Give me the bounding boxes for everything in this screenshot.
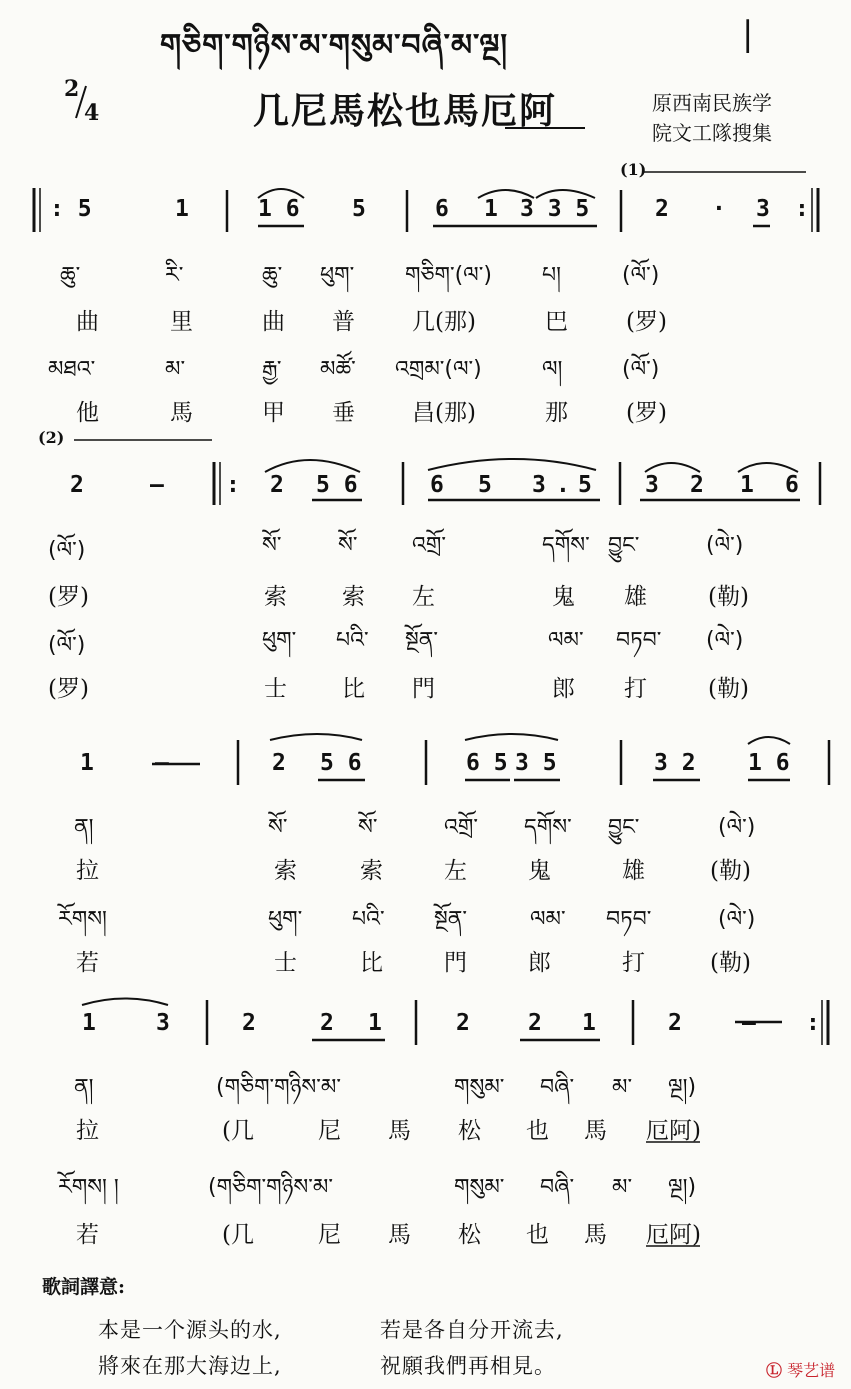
lyric: (勒): [708, 584, 749, 610]
lyric: 雄: [622, 858, 645, 884]
lyric: 馬: [584, 1222, 607, 1248]
lyric: ན།: [74, 1075, 94, 1100]
lyric: སོ་: [262, 533, 282, 558]
lyric: 也: [526, 1118, 549, 1144]
note: 1: [582, 1010, 596, 1036]
lyric: ཕུག་: [320, 263, 355, 288]
lyric: ལྔ།): [668, 1075, 697, 1100]
note: 2: [528, 1010, 542, 1036]
lyric: རྒྱ་: [262, 357, 282, 382]
note: 3: [532, 472, 546, 498]
source-line-2: 院文工隊搜集: [652, 121, 772, 145]
note: 1: [175, 196, 189, 222]
lyric: 厄阿): [646, 1222, 701, 1248]
note: 2: [242, 1010, 256, 1036]
lyric: (罗): [48, 584, 89, 610]
lyric: མཚོ་: [320, 357, 356, 382]
lyric: པའི་: [352, 907, 385, 932]
lyric: གཅིག་(ལ་): [405, 263, 492, 288]
lyric: གསུམ་: [454, 1075, 505, 1100]
lyric: 雄: [624, 584, 647, 610]
volta-2-label: (2): [38, 428, 65, 447]
lyric: 索: [342, 584, 365, 610]
lyric: 馬: [170, 400, 193, 426]
lyric: མ་: [165, 357, 186, 382]
lyric: ལྔ།): [668, 1175, 697, 1200]
note: 5 6: [316, 472, 358, 498]
lyric: 拉: [76, 1118, 99, 1144]
lyric: སོ་: [268, 815, 288, 840]
note: —: [150, 472, 164, 498]
note: : 5: [50, 196, 92, 222]
lyric: (罗): [626, 400, 667, 426]
note: 2: [668, 1010, 682, 1036]
lyric: 厄阿): [646, 1118, 701, 1144]
watermark-text: 琴艺谱: [787, 1361, 836, 1380]
lyric: ཆུ་: [60, 263, 81, 288]
lyric: (勒): [708, 676, 749, 702]
note: 1 6: [748, 750, 790, 776]
lyric: (勒): [710, 950, 751, 976]
lyric: 馬: [388, 1118, 411, 1144]
title-end-mark: |: [742, 14, 754, 54]
lyric: དགོས་: [542, 533, 590, 558]
translation-heading: 歌詞譯意:: [42, 1276, 126, 1298]
lyric: (ལོ་): [622, 263, 660, 288]
note: 3 2: [654, 750, 696, 776]
note: 1: [484, 196, 498, 222]
lyric: 索: [274, 858, 297, 884]
lyric: 馬: [388, 1222, 411, 1248]
lyric: 他: [76, 400, 99, 426]
tibetan-title: གཅིག་གཉིས་མ་གསུམ་བཞི་མ་ལྔ།: [160, 28, 509, 63]
note: 3 3 5: [520, 196, 590, 222]
lyric: དགོས་: [524, 815, 572, 840]
note: 5: [352, 196, 366, 222]
lyric: 尼: [318, 1118, 341, 1144]
note: 6: [785, 472, 799, 498]
lyric: བཞི་: [540, 1175, 575, 1200]
lyric: རོགས། །: [58, 1175, 119, 1200]
watermark: [766, 1358, 835, 1381]
lyric: (ལེ་): [706, 533, 744, 558]
lyric: མཐའ་: [48, 357, 96, 382]
note: 1 6: [258, 196, 300, 222]
lyric: 昌(那): [412, 400, 476, 426]
note: 6: [430, 472, 444, 498]
lyric: 曲: [76, 309, 99, 335]
lyric: (ལེ་): [718, 815, 756, 840]
lyric: འགྲམ་(ལ་): [395, 357, 482, 382]
note: 2: [70, 472, 84, 498]
lyric: 門: [412, 676, 435, 702]
lyric: ཆུ་: [262, 263, 283, 288]
lyric: (ལོ་): [48, 538, 86, 563]
lyric: 門: [444, 950, 467, 976]
lyric: 郎: [552, 676, 575, 702]
source-line-1: 原西南民族学: [652, 91, 772, 115]
lyric: 尼: [318, 1222, 341, 1248]
lyric: ཕུག་: [268, 907, 303, 932]
lyric: 若: [76, 1222, 99, 1248]
lyric: (ལོ་): [622, 357, 660, 382]
note: 3: [756, 196, 770, 222]
translation-line-2b: 祝願我們再相見。: [380, 1354, 556, 1378]
note: —: [155, 750, 169, 776]
lyric: 甲: [262, 400, 285, 426]
lyric: བཏབ་: [616, 628, 662, 653]
note: 3: [156, 1010, 170, 1036]
lyric: 士: [264, 676, 287, 702]
lyric: སོ་: [338, 533, 358, 558]
lyric: 垂: [332, 400, 355, 426]
lyric: 里: [170, 309, 193, 335]
lyric: 郎: [528, 950, 551, 976]
lyric: 松: [458, 1118, 481, 1144]
note: 2: [270, 472, 284, 498]
lyric: 松: [458, 1222, 481, 1248]
lyric: བྱུང་: [608, 533, 640, 558]
note: 6: [435, 196, 449, 222]
note: :: [795, 196, 809, 222]
lyric: པའི་: [336, 628, 369, 653]
lyric: 打: [624, 676, 647, 702]
note: 5: [478, 472, 492, 498]
lyric: 左: [444, 858, 467, 884]
volta-1-label: (1): [620, 160, 647, 179]
note: 5: [578, 472, 592, 498]
lyric: ལམ་: [548, 628, 584, 653]
lyric: (ལེ་): [706, 628, 744, 653]
note: 2: [456, 1010, 470, 1036]
lyric: འགྲོ་: [444, 815, 478, 840]
lyric: (གཅིག་གཉིས་མ་: [208, 1175, 333, 1200]
lyric: བྱུང་: [608, 815, 640, 840]
lyric: པ།: [542, 263, 561, 288]
lyric: མ་: [612, 1075, 633, 1100]
lyric: 左: [412, 584, 435, 610]
chinese-title: 几尼馬松也馬厄阿: [253, 90, 558, 132]
lyric: 鬼: [528, 858, 551, 884]
lyric: སོ་: [358, 815, 378, 840]
translation-line-1a: 本是一个源头的水,: [98, 1318, 282, 1342]
lyric: 打: [622, 950, 645, 976]
lyric: ན།: [74, 815, 94, 840]
lyric: 比: [360, 950, 383, 976]
note: 2: [320, 1010, 334, 1036]
lyric: བཏབ་: [606, 907, 652, 932]
lyric: འགྲོ་: [412, 533, 446, 558]
time-sig-numerator: 2: [64, 76, 80, 102]
lyric: 馬: [584, 1118, 607, 1144]
translation-line-2a: 將來在那大海边上,: [98, 1354, 282, 1378]
lyric: རི་: [165, 263, 184, 288]
lyric: 索: [360, 858, 383, 884]
lyric: ལམ་: [530, 907, 566, 932]
lyric: (罗): [48, 676, 89, 702]
watermark-logo-icon: Ⓛ: [766, 1361, 783, 1380]
note: ·: [712, 196, 726, 222]
note: :: [226, 472, 240, 498]
note: :: [806, 1010, 820, 1036]
translation-line-1b: 若是各自分开流去,: [380, 1318, 564, 1342]
lyric: ལ།: [542, 357, 563, 382]
lyric: 索: [264, 584, 287, 610]
note: —: [742, 1010, 756, 1036]
lyric: 鬼: [552, 584, 575, 610]
note: 6 5: [466, 750, 508, 776]
note: 5 6: [320, 750, 362, 776]
note: 1: [80, 750, 94, 776]
lyric: (གཅིག་གཉིས་མ་: [216, 1075, 341, 1100]
lyric: 那: [545, 400, 568, 426]
lyric: རོགས།: [58, 907, 107, 932]
lyric: (ལོ་): [48, 633, 86, 658]
lyric: ཕུག་: [262, 628, 297, 653]
lyric: (几: [222, 1118, 254, 1144]
note: 2: [272, 750, 286, 776]
lyric: སྔོན་: [405, 628, 439, 653]
lyric: 几(那): [412, 309, 476, 335]
lyric: (勒): [710, 858, 751, 884]
lyric: 若: [76, 950, 99, 976]
lyric: 比: [342, 676, 365, 702]
lyric: 普: [332, 309, 355, 335]
note: 3: [645, 472, 659, 498]
lyric: གསུམ་: [454, 1175, 505, 1200]
note: 1: [82, 1010, 96, 1036]
lyric: 巴: [545, 309, 568, 335]
note: 2: [690, 472, 704, 498]
lyric: (几: [222, 1222, 254, 1248]
note: .: [556, 472, 570, 498]
note: 3 5: [515, 750, 557, 776]
lyric: 也: [526, 1222, 549, 1248]
lyric: སྔོན་: [434, 907, 468, 932]
lyric: 士: [274, 950, 297, 976]
lyric: 拉: [76, 858, 99, 884]
note: 1: [368, 1010, 382, 1036]
time-sig-denominator: 4: [84, 100, 100, 126]
lyric: (ལེ་): [718, 907, 756, 932]
lyric: 曲: [262, 309, 285, 335]
note: 2: [655, 196, 669, 222]
lyric: (罗): [626, 309, 667, 335]
lyric: བཞི་: [540, 1075, 575, 1100]
note: 1: [740, 472, 754, 498]
lyric: མ་: [612, 1175, 633, 1200]
